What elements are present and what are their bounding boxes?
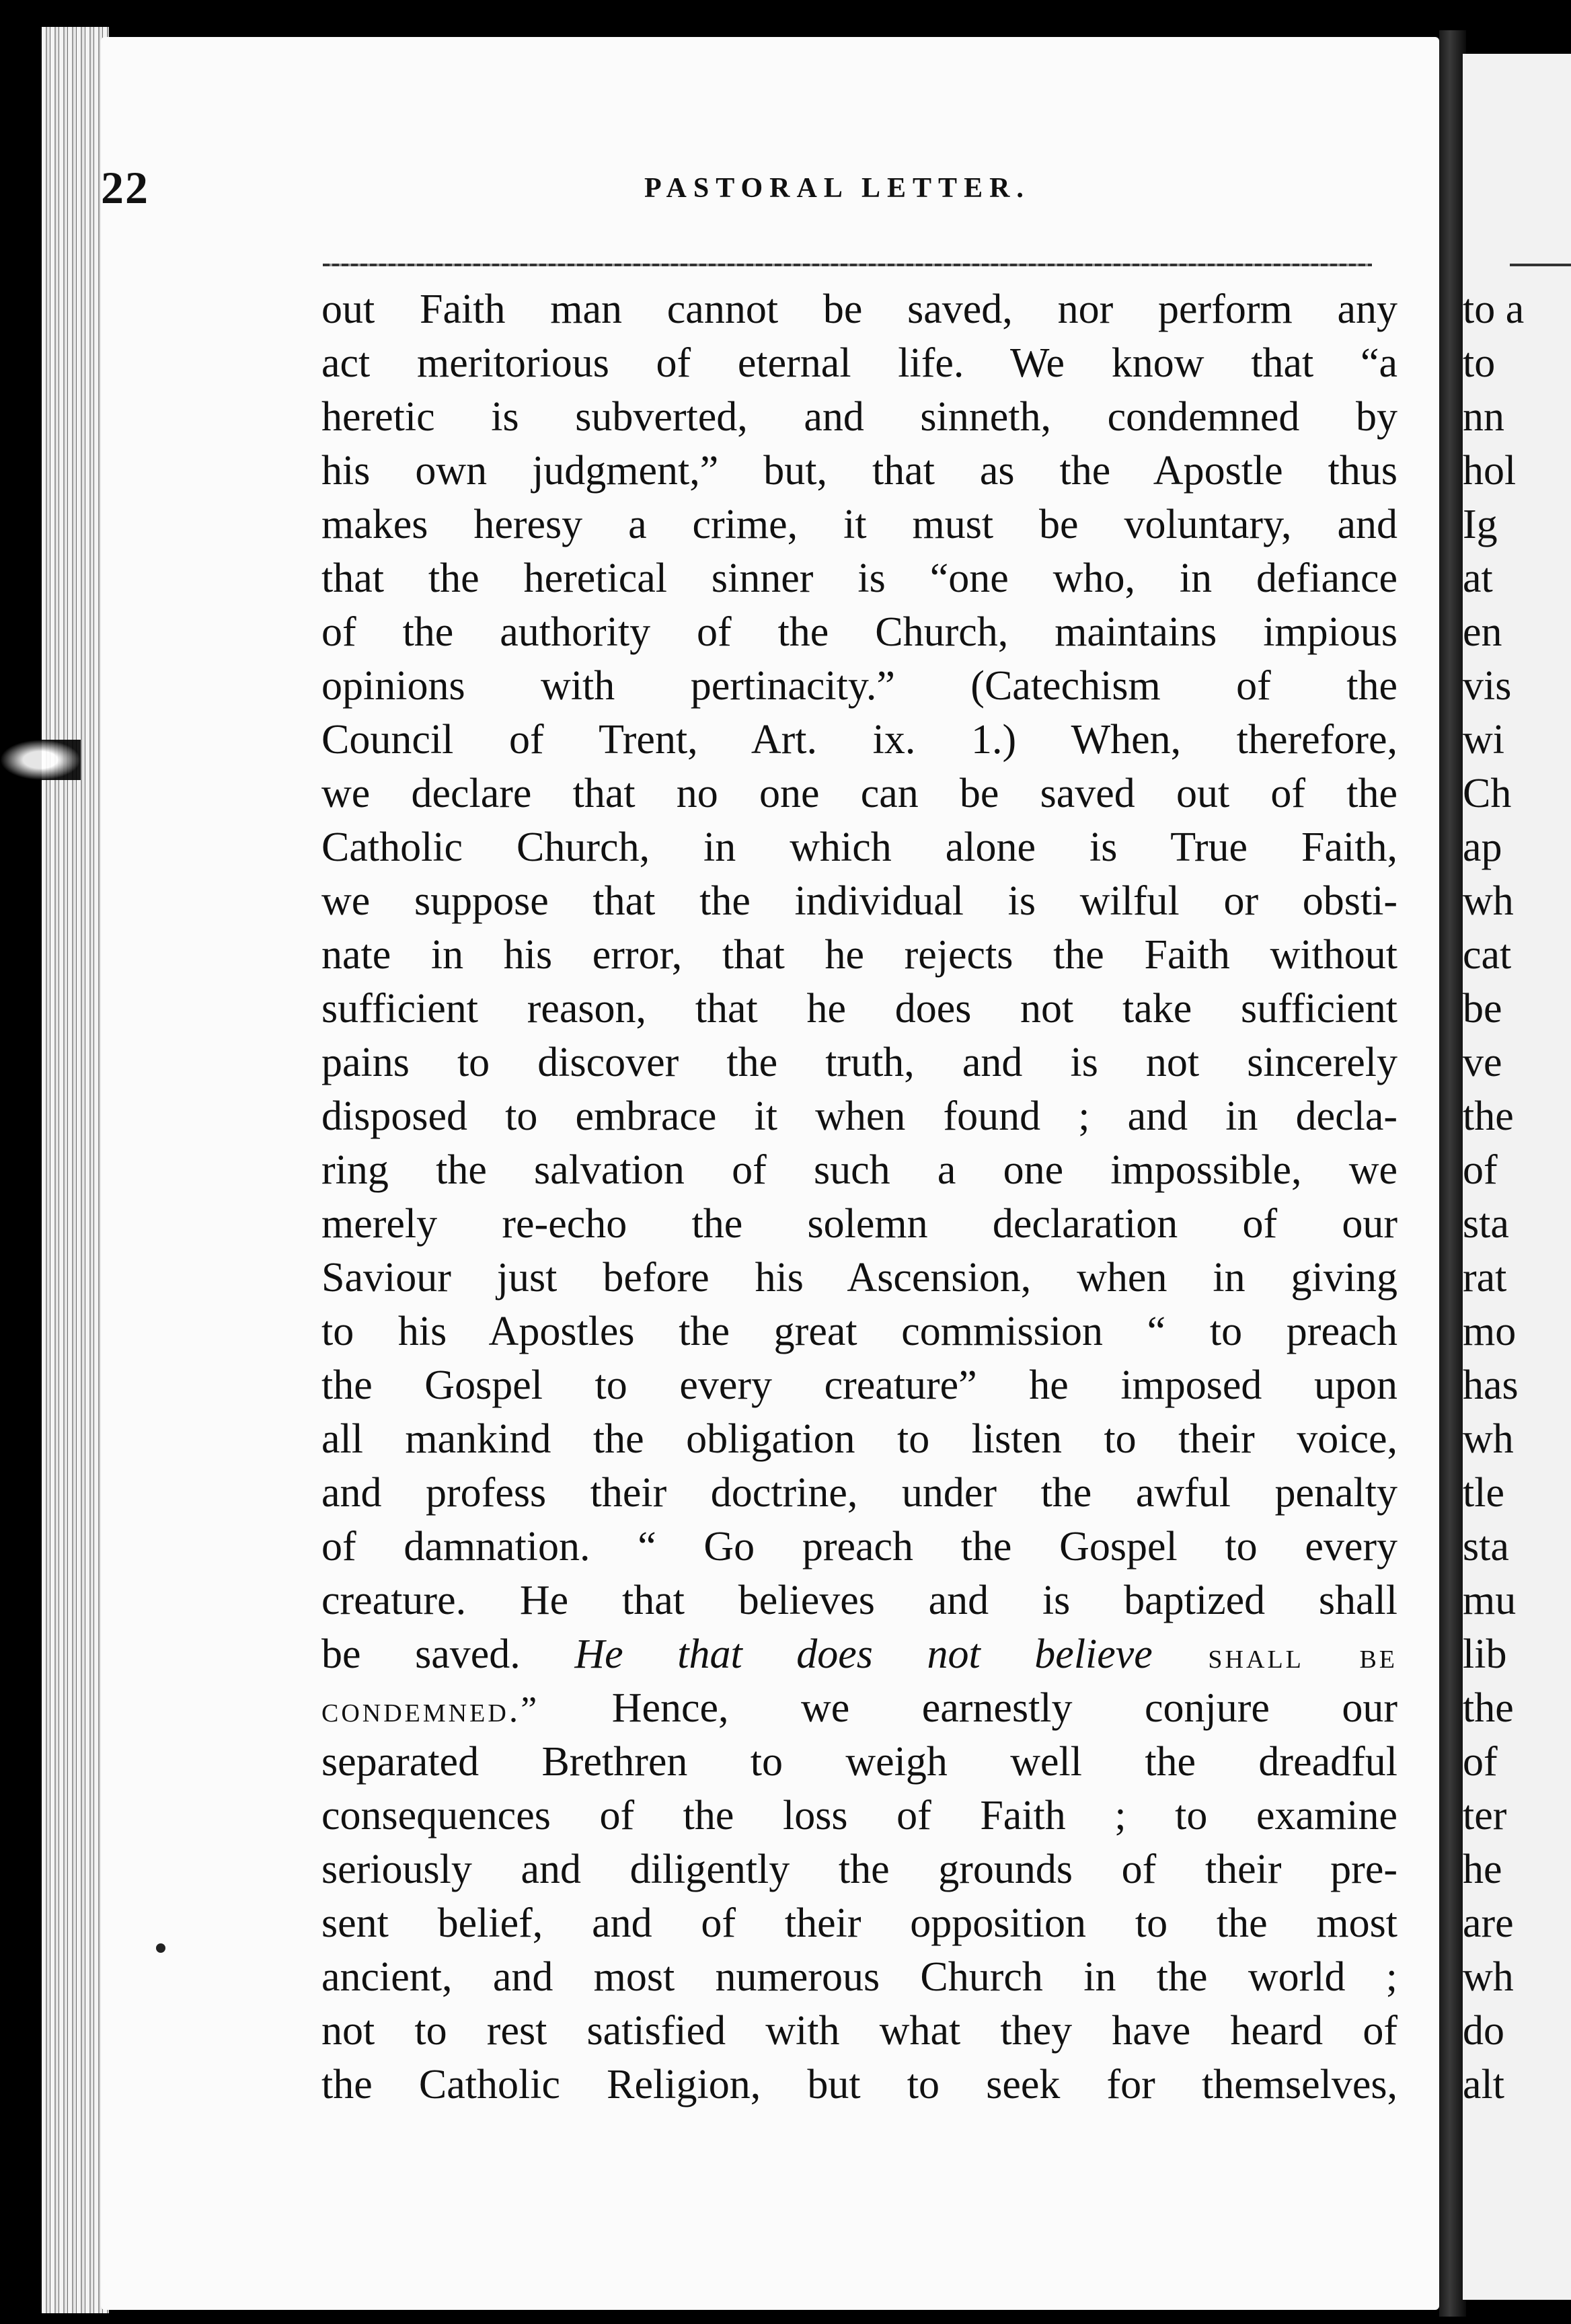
text-line: be (1463, 986, 1502, 1032)
facing-page-text (1463, 282, 1524, 2112)
text-line: the Catholic Religion, but to seek for themselves, (321, 2062, 1397, 2107)
facing-page-rule (1510, 264, 1571, 266)
text-line: act meritorious of eternal life. We know that “a (321, 340, 1397, 386)
text-line: ap (1463, 824, 1502, 870)
facing-page-fragment (1463, 54, 1571, 2300)
text-line: that the heretical sinner is “one who, in defiance (321, 555, 1397, 601)
text-line (321, 1681, 1397, 1735)
text-line: all mankind the obligation to listen to their voice, (321, 1416, 1397, 1462)
text-line: the Gospel to every creature” he imposed upon (321, 1362, 1397, 1408)
text-line: sta (1463, 1524, 1509, 1570)
text-line: we declare that no one can be saved out of the (321, 771, 1397, 816)
text-line: sufficient reason, that he does not take sufficient (321, 986, 1397, 1032)
text-line: rat (1463, 1255, 1507, 1301)
text-line: nate in his error, that he rejects the Faith without (321, 932, 1397, 978)
page-stack-edge (42, 27, 109, 2313)
text-line: Saviour just before his Ascension, when in giving (321, 1255, 1397, 1301)
text-line: consequences of the loss of Faith ; to examine (321, 1793, 1397, 1838)
text-line: his own judgment,” but, that as the Apostle thus (321, 448, 1397, 494)
text-line: wh (1463, 878, 1514, 924)
text-line: nn (1463, 394, 1504, 440)
page-number: 22 (101, 162, 149, 213)
text-line: heretic is subverted, and sinneth, condemned by (321, 394, 1397, 440)
text-line: wh (1463, 1954, 1514, 2000)
running-head: PASTORAL LETTER. (644, 173, 1030, 204)
text-line: lib (1463, 1631, 1507, 1677)
text-line: cat (1463, 932, 1512, 978)
text-line: opinions with pertinacity.” (Catechism of the (321, 663, 1397, 709)
text-line: disposed to embrace it when found ; and in decla- (321, 1093, 1397, 1139)
text-line: Council of Trent, Art. ix. 1.) When, therefore, (321, 717, 1397, 763)
text-line: Ch (1463, 771, 1512, 816)
text-line: sent belief, and of their opposition to the most (321, 1900, 1397, 1946)
text-line: creature. He that believes and is baptized shall (321, 1578, 1397, 1623)
smallcaps-run: shall be (1152, 1635, 1397, 1676)
text-run: be saved. (321, 1631, 575, 1677)
text-line: mu (1463, 1578, 1517, 1623)
text-line: not to rest satisfied with what they have heard of (321, 2008, 1397, 2054)
text-line (321, 1627, 1397, 1681)
text-line: sta (1463, 1201, 1509, 1247)
text-line: has (1463, 1362, 1519, 1408)
text-line: hol (1463, 448, 1517, 494)
text-line: wi (1463, 717, 1504, 763)
text-line: merely re-echo the solemn declaration of our (321, 1201, 1397, 1247)
text-line: the (1463, 1093, 1514, 1139)
text-run: Hence, we earnestly conjure our (539, 1685, 1397, 1731)
text-line: ter (1463, 1793, 1507, 1838)
text-line: ve (1463, 1040, 1502, 1085)
margin-stain (0, 740, 81, 780)
text-line: of the authority of the Church, maintains impious (321, 609, 1397, 655)
body-text (321, 282, 1397, 2112)
text-line: and profess their doctrine, under the awful penalty (321, 1470, 1397, 1516)
header-rule (323, 264, 1372, 266)
margin-speck (156, 1943, 165, 1953)
text-line: wh (1463, 1416, 1514, 1462)
text-line: ring the salvation of such a one impossible, we (321, 1147, 1397, 1193)
text-line: tle (1463, 1470, 1504, 1516)
text-line: mo (1463, 1309, 1517, 1354)
text-line: seriously and diligently the grounds of their pre- (321, 1847, 1397, 1892)
text-line: vis (1463, 663, 1512, 709)
text-line: he (1463, 1847, 1502, 1892)
text-line: of damnation. “ Go preach the Gospel to every (321, 1524, 1397, 1570)
text-line: ancient, and most numerous Church in the world ; (321, 1954, 1397, 2000)
text-line: do (1463, 2008, 1504, 2054)
text-line: out Faith man cannot be saved, nor perform any (321, 286, 1397, 332)
text-line: makes heresy a crime, it must be voluntary, and (321, 502, 1397, 547)
text-line: are (1463, 1900, 1514, 1946)
text-line: at (1463, 555, 1493, 601)
text-line: alt (1463, 2062, 1504, 2107)
book-gutter (1439, 30, 1466, 2317)
text-line: separated Brethren to weigh well the dreadful (321, 1739, 1397, 1785)
text-line: to (1463, 340, 1496, 386)
text-line: pains to discover the truth, and is not sincerely (321, 1040, 1397, 1085)
text-line: of (1463, 1739, 1498, 1785)
text-line: Ig (1463, 502, 1498, 547)
smallcaps-run: condemned.” (321, 1689, 540, 1730)
text-line: to his Apostles the great commission “ to preach (321, 1309, 1397, 1354)
italic-run: He that does not believe (574, 1631, 1153, 1677)
text-line: en (1463, 609, 1502, 655)
text-line: the (1463, 1685, 1514, 1731)
text-line: of (1463, 1147, 1498, 1193)
text-line: Catholic Church, in which alone is True Faith, (321, 824, 1397, 870)
text-line: we suppose that the individual is wilful or obsti- (321, 878, 1397, 924)
text-line: to a (1463, 286, 1525, 332)
